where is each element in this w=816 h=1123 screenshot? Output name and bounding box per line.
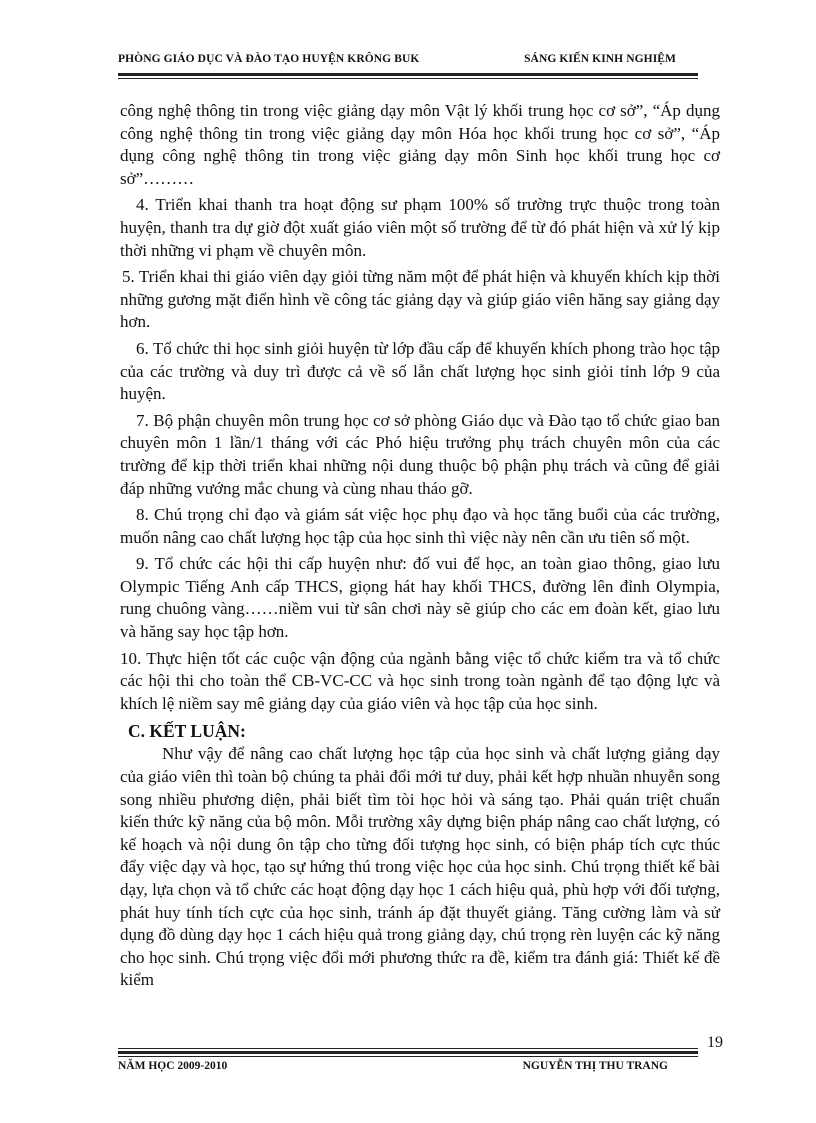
list-item-6: 6. Tổ chức thi học sinh giỏi huyện từ lớp đầu cấp để khuyến khích phong trào học tập của các trường và duy trì được cả về số lẫn chất lượng học sinh giỏi tỉnh lớp 9 của huyện. (120, 338, 720, 404)
footer-author: NGUYỄN THỊ THU TRANG (522, 1060, 668, 1072)
page-number: 19 (707, 1034, 723, 1051)
list-item-4: 4. Triển khai thanh tra hoạt động sư phạm 100% số trường trực thuộc trong toàn huyện, thanh tra dự giờ đột xuất giáo viên một số trường để từ đó phát hiện và xử lý kịp thời những vi phạm về chuyên môn. (120, 195, 720, 260)
header-rule-thin (118, 78, 698, 79)
header-document-type: SÁNG KIẾN KINH NGHIỆM (524, 53, 676, 65)
conclusion-paragraph: Như vậy để nâng cao chất lượng học tập của học sinh và chất lượng giảng dạy của giáo viên thì toàn bộ chúng ta phải đổi mới tư duy, phải kết hợp nhuần nhuyễn song song nhiều phương diện, phải biết tìm tòi học hỏi và sáng tạo. Phải quán triệt chuẩn kiến thức kỹ năng của bộ môn. Mỗi trường xây dựng biện pháp nâng cao chất lượng, có kế hoạch và nội dung ôn tập cho từng đối tượng học sinh, có biện pháp tích cực thúc đẩy việc dạy và học, tạo sự hứng thú trong việc học của học sinh. Chú trọng thiết kế bài dạy, lựa chọn và tổ chức các hoạt động dạy học 1 cách hiệu quả, phù hợp với đối tượng, phát huy tính tích cực của học sinh, tránh áp đặt thuyết giảng. Tăng cường làm và sử dụng đồ dùng dạy học 1 cách hiệu quả trong giảng dạy, chú trọng rèn luyện các kỹ năng cho học sinh. Chú trọng việc đổi mới phương thức ra đề, kiểm tra đánh giá: Thiết kế đề kiểm (120, 744, 720, 990)
footer-rule-thick (118, 1051, 698, 1054)
header-rule-thick (118, 73, 698, 76)
list-item-9: 9. Tổ chức các hội thi cấp huyện như: đố vui để học, an toàn giao thông, giao lưu Olympic Tiếng Anh cấp THCS, giọng hát hay khối THCS, đường lên đỉnh Olympia, rung chuông vàng……niềm vui từ sân chơi này sẽ giúp cho các em đoàn kết, giao lưu và hăng say học tập hơn. (120, 554, 720, 642)
footer-rule-thin-top (118, 1048, 698, 1049)
list-item-7: 7. Bộ phận chuyên môn trung học cơ sở phòng Giáo dục và Đào tạo tổ chức giao ban chuyên môn 1 lần/1 tháng với các Phó hiệu trưởng phụ trách chuyên môn của các trường để kịp thời triển khai những nội dung thuộc bộ phận phụ trách và cũng để giải đáp những vướng mắc chung và cùng nhau tháo gỡ. (120, 410, 720, 498)
header-department: PHÒNG GIÁO DỤC VÀ ĐÀO TẠO HUYỆN KRÔNG BUK (118, 53, 420, 65)
section-heading-conclusion: C. KẾT LUẬN: (128, 721, 246, 742)
list-item-5: 5. Triển khai thi giáo viên dạy giỏi từng năm một để phát hiện và khuyến khích kịp thời những gương mặt điển hình về công tác giảng dạy và giúp giáo viên hăng say giảng dạy hơn. (120, 267, 720, 332)
footer-school-year: NĂM HỌC 2009-2010 (118, 1060, 228, 1072)
continuation-paragraph: công nghệ thông tin trong việc giảng dạy môn Vật lý khối trung học cơ sở”, “Áp dụng công nghệ thông tin trong việc giảng dạy môn Hóa học khối trung học cơ sở”, “Áp dụng công nghệ thông tin trong việc giảng dạy môn Sinh học khối trung học cơ sở”……… (120, 101, 720, 188)
page-header (118, 50, 698, 72)
document-body (120, 100, 720, 996)
list-item-8: 8. Chú trọng chỉ đạo và giám sát việc học phụ đạo và học tăng buổi của các trường, muốn nâng cao chất lượng học tập của học sinh thì việc này nên cần ưu tiên số một. (120, 505, 720, 547)
list-item-10: 10. Thực hiện tốt các cuộc vận động của ngành bằng việc tổ chức kiểm tra và tổ chức các hội thi cho toàn thể CB-VC-CC và học sinh trong toàn ngành để tạo động lực và khích lệ niềm say mê giảng dạy của giáo viên và học tập của học sinh. (120, 648, 720, 713)
footer-rule-thin-bottom (118, 1056, 698, 1057)
